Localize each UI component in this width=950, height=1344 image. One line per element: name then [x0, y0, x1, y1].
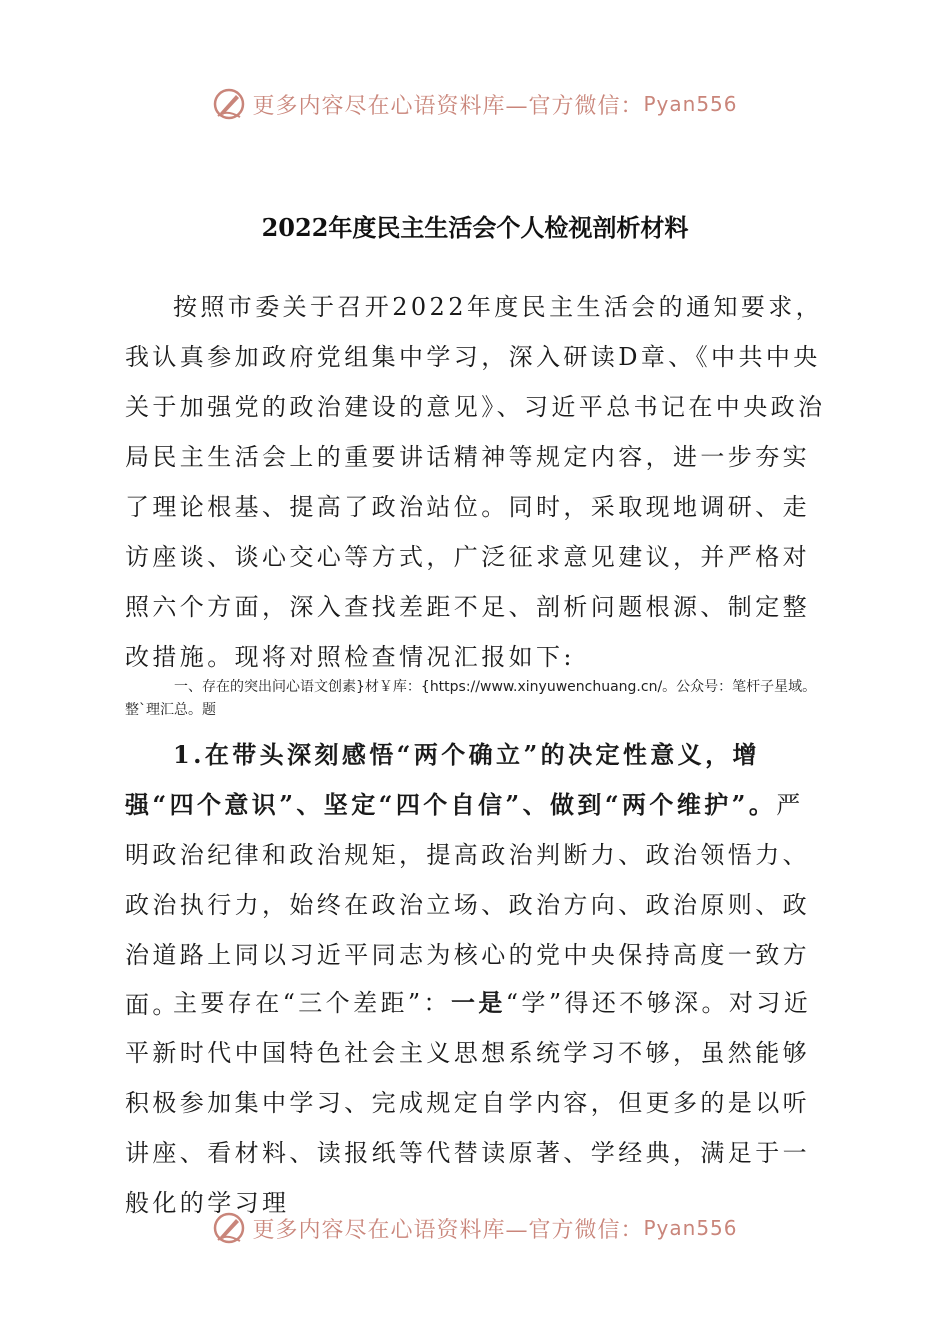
watermark-text: 更多内容尽在心语资料库—官方微信：: [252, 1217, 644, 1243]
source-note: 一、存在的突出问心语文创素}材￥库：{https://www.xinyuwenchuang.cn/。公众号：笔杆子星域。整`理汇总。题: [125, 679, 817, 718]
intro-paragraph: [125, 282, 830, 682]
gap-lead: 主要存在“三个差距”：: [173, 989, 451, 1017]
watermark-wechat-id: Pyan556: [643, 92, 738, 116]
gap-paragraph: [125, 978, 830, 1228]
watermark-text: 更多内容尽在心语资料库—官方微信：: [252, 93, 644, 119]
watermark-wechat-id: Pyan556: [643, 1216, 738, 1240]
gap-point-one-label: 一是: [450, 988, 506, 1017]
pen-circle-logo-icon: [212, 87, 246, 121]
intro-text: 按照市委关于召开2022年度民主生活会的通知要求，我认真参加政府党组集中学习，深入研读D章、《中共中央关于加强党的政治建设的意见》、习近平总书记在中央政治局民主生活会上的重要讲话精神等规定内容，进一步夯实了理论根基、提高了政治站位。同时，采取现地调研、走访座谈、谈心交心等方式，广泛征求意见建议，并严格对照六个方面，深入查找差距不足、剖析问题根源、制定整改措施。现将对照检查情况汇报如下:: [125, 293, 826, 671]
pen-circle-logo-icon: [212, 1211, 246, 1245]
section-1-body: 严明政治纪律和政治规矩，提高政治判断力、政治领悟力、政治执行力，始终在政治立场、政治方向、政治原则、政治道路上同以习近平同志为核心的党中央保持高度一致方面。: [125, 791, 810, 1019]
gap-point-one-text: “学”得还不够深。对习近平新时代中国特色社会主义思想系统学习不够，虽然能够积极参加集中学习、完成规定自学内容，但更多的是以听讲座、看材料、读报纸等代替读原著、学经典，满足于一般化的学习理: [125, 989, 812, 1217]
watermark-banner-top: [0, 84, 950, 124]
watermark-banner-bottom: [0, 1208, 950, 1248]
section-1-heading: 1.在带头深刻感悟“两个确立”的决定性意义，增强“四个意识”、坚定“四个自信”、做到“两个维护”。: [125, 740, 777, 819]
document-title: 2022年度民主生活会个人检视剖析材料: [261, 213, 689, 242]
